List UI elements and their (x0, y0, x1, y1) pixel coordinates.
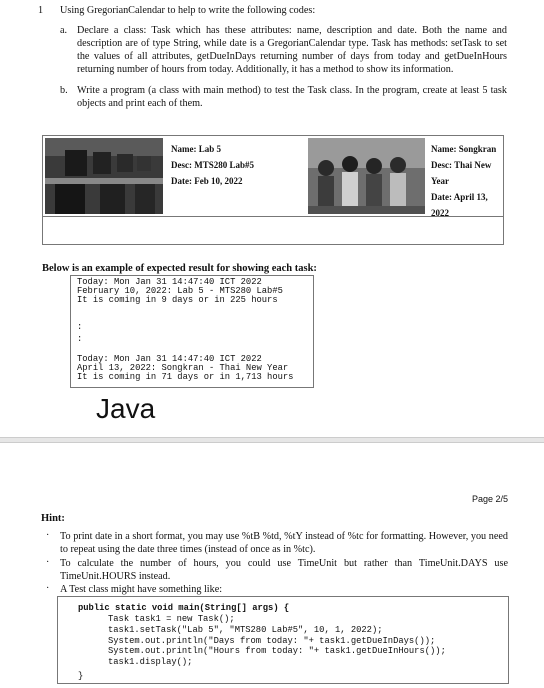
page-separator (0, 437, 544, 443)
songkran-photo (308, 138, 425, 214)
item-a-text: Declare a class: Task which has these attributes: name, description and date. Both the name and description are of type String, while date is a GregorianCalendar type. Task has methods: setTask to set the values of all attributes, getDueInDays returning number of days from today and getDueInHours returning number of hours from today. Additionally, it has a method to show its information. (77, 25, 507, 75)
question-title: Using GregorianCalendar to help to write the following codes: (60, 5, 316, 16)
java-label: Java (96, 393, 156, 424)
task1-name: Name: Lab 5 (171, 144, 221, 154)
output-line: April 13, 2022: Songkran - Thai New Year (77, 363, 289, 373)
hint-bullet-3: A Test class might have something like: (60, 584, 223, 595)
item-a-mark: a. (60, 25, 68, 36)
output-line: Today: Mon Jan 31 14:47:40 ICT 2022 (77, 354, 262, 364)
item-b-mark: b. (60, 85, 68, 96)
output-line: It is coming in 9 days or in 225 hours (77, 295, 278, 305)
output-line: : (77, 322, 83, 332)
output-line: February 10, 2022: Lab 5 - MTS280 Lab#5 (77, 286, 283, 296)
hint-bullet-1: To print date in a short format, you may use %tB %td, %tY instead of %tc for formatting. However, you need to repeat using the date three times (instead of once as in %tc). (60, 531, 508, 555)
code-line: Task task1 = new Task(); (108, 614, 235, 624)
task2-desc: Desc: Thai New Year (431, 160, 492, 186)
code-sample-box (57, 596, 509, 684)
output-line: Today: Mon Jan 31 14:47:40 ICT 2022 (77, 277, 262, 287)
example-task-table (42, 135, 504, 245)
bullet-icon: · (46, 557, 50, 568)
code-line: System.out.println("Hours from today: "+ task1.getDueInHours()); (108, 646, 446, 656)
hint-label: Hint: (41, 513, 65, 524)
item-b-text: Write a program (a class with main method) to test the Task class. In the program, create at least 5 task objects and print each of them. (77, 85, 507, 109)
task1-desc: Desc: MTS280 Lab#5 (171, 160, 254, 170)
hint-bullet-2: To calculate the number of hours, you could use TimeUnit but rather than TimeUnit.DAYS use TimeUnit.HOURS instead. (60, 558, 508, 582)
task2-caption (431, 141, 503, 221)
expected-result-label: Below is an example of expected result for showing each task: (42, 263, 317, 274)
bullet-icon: · (46, 583, 50, 594)
task1-date: Date: Feb 10, 2022 (171, 176, 243, 186)
output-line: : (77, 334, 83, 344)
page-number: Page 2/5 (472, 494, 509, 504)
question-number: 1 (38, 5, 44, 16)
code-line: task1.display(); (108, 657, 193, 667)
task2-date: Date: April 13, 2022 (431, 192, 488, 218)
table-row (43, 136, 503, 217)
code-line: public static void main(String[] args) { (78, 603, 290, 613)
expected-output-box (70, 275, 314, 388)
code-line: task1.setTask("Lab 5", "MTS280 Lab#5", 10, 1, 2022); (108, 625, 383, 635)
output-line: It is coming in 71 days or in 1,713 hours (77, 372, 294, 382)
computer-lab-photo (45, 138, 163, 214)
task2-name: Name: Songkran (431, 144, 497, 154)
code-line: } (78, 671, 84, 681)
bullet-icon: · (46, 530, 50, 541)
code-line: System.out.println("Days from today: "+ task1.getDueInDays()); (108, 636, 436, 646)
task1-caption (171, 141, 254, 189)
